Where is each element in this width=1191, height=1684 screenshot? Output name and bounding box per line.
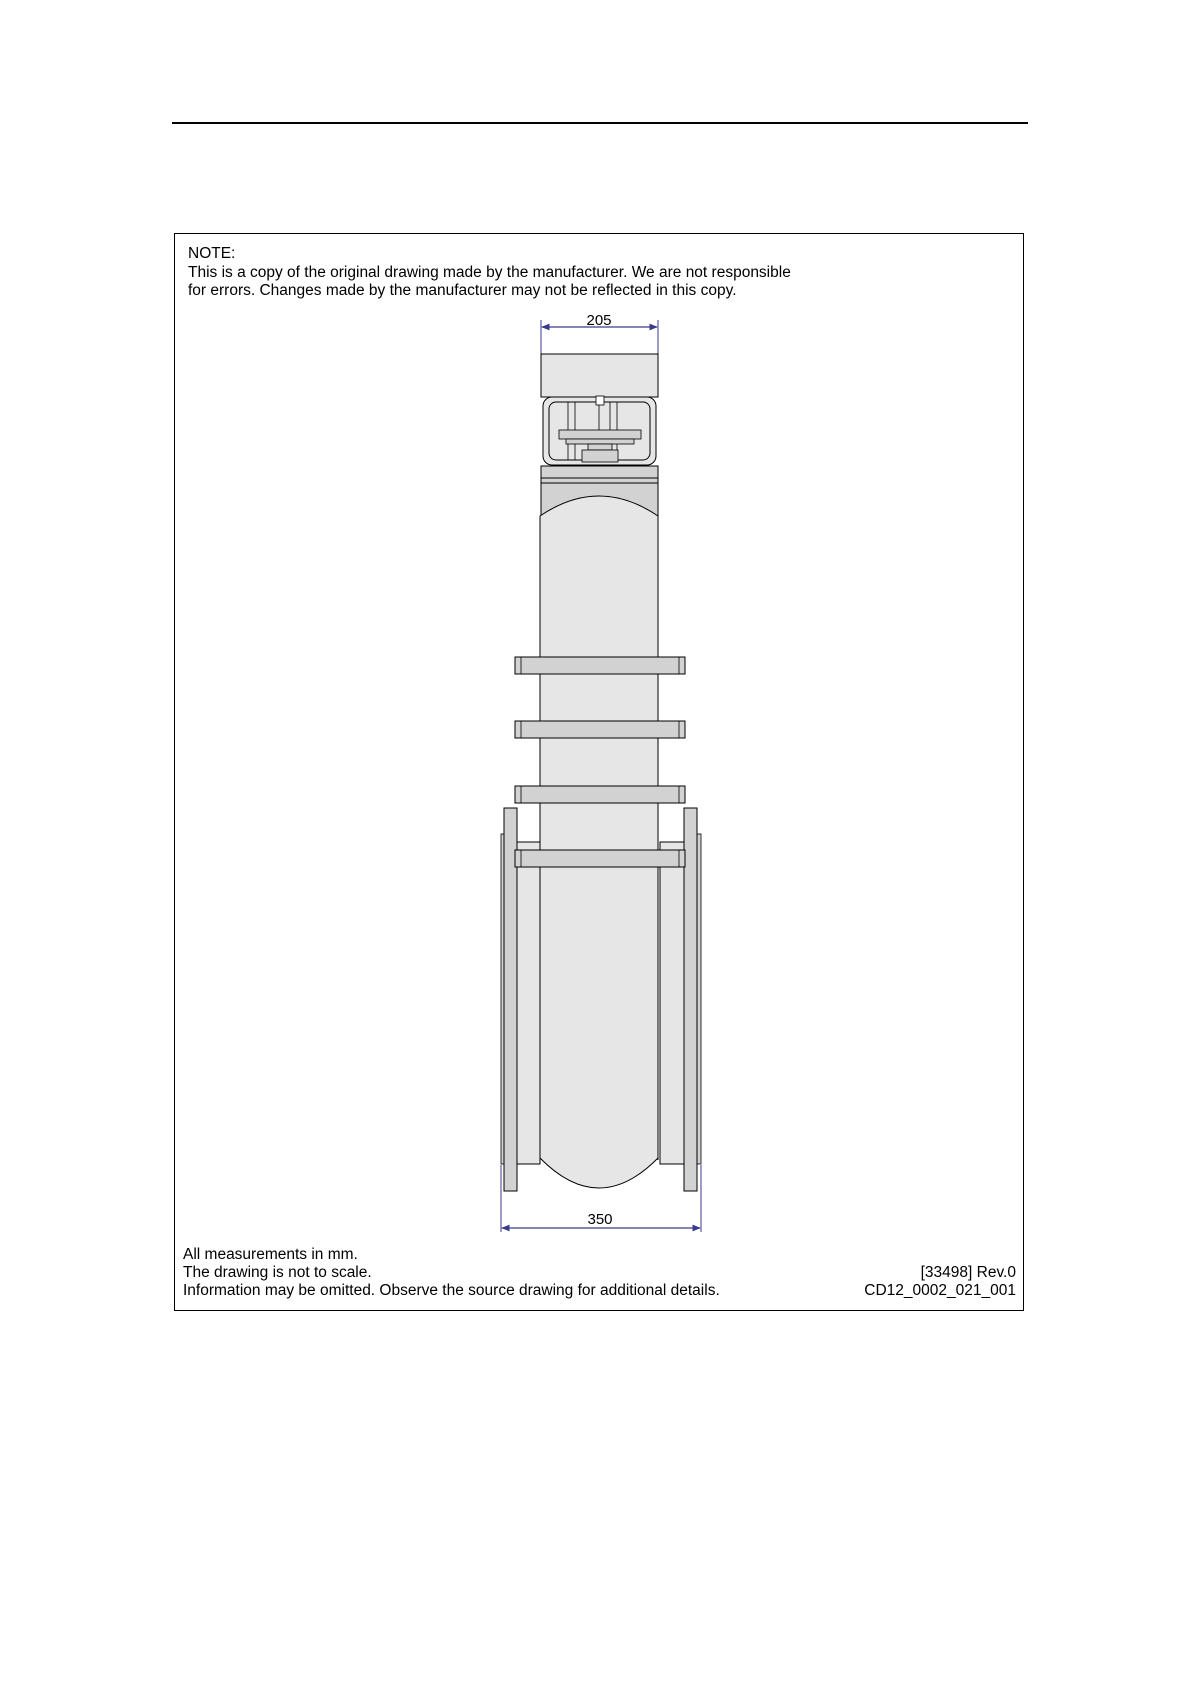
note-line-2: for errors. Changes made by the manufacturer may not be reflected in this copy. [188,282,737,299]
footer-line-1: All measurements in mm. [183,1246,358,1263]
handwheel-housing [543,396,656,465]
drawing-code: CD12_0002_021_001 [864,1282,1016,1299]
dimension-top [541,312,658,360]
dimension-bottom-label: 350 [587,1211,613,1228]
clamp-bar-3 [515,786,685,803]
footer-reference [864,1264,1016,1300]
footer-notes [183,1246,720,1300]
dimension-top-label: 205 [586,312,612,329]
clamp-bar-4 [515,850,685,867]
valve-body [540,496,658,1188]
note-line-1: This is a copy of the original drawing made by the manufacturer. We are not responsible [188,263,791,281]
footer-line-3: Information may be omitted. Observe the source drawing for additional details. [183,1282,720,1299]
clamp-bar-2 [515,721,685,738]
footer-line-2: The drawing is not to scale. [183,1264,372,1281]
drawing-ref: [33498] Rev.0 [920,1264,1016,1281]
actuator-head [541,354,658,397]
note-heading: NOTE: [188,245,236,262]
clamp-bar-1 [515,657,685,674]
